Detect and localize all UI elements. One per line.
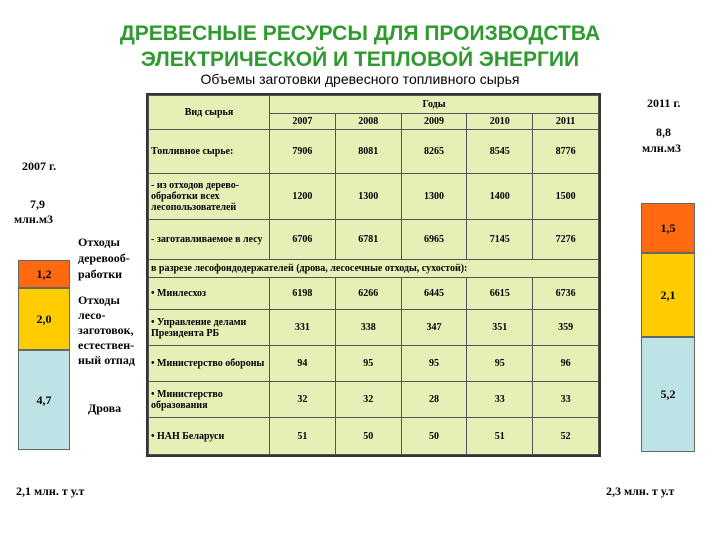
- year-cell: 2007: [270, 114, 336, 130]
- cell: 52: [533, 418, 599, 455]
- cell: 6615: [467, 278, 533, 310]
- fuel-raw-material-table: [148, 95, 599, 455]
- cell: 6736: [533, 278, 599, 310]
- cell: 94: [270, 346, 336, 382]
- legend-2-line-3: заготовок,: [78, 323, 134, 337]
- row-label: Топливное сырье:: [149, 130, 270, 174]
- cell: 1200: [270, 174, 336, 220]
- row-label: • Министерство образования: [149, 382, 270, 418]
- year-cell: 2010: [467, 114, 533, 130]
- table-row: [149, 418, 599, 455]
- cell: 1300: [335, 174, 401, 220]
- cell: 6445: [401, 278, 467, 310]
- cell: 6266: [335, 278, 401, 310]
- legend-2-line-1: Отходы: [78, 293, 120, 307]
- cell: 1300: [401, 174, 467, 220]
- left-bottom-total: 2,1 млн. т у.т: [16, 484, 85, 498]
- cell: 338: [335, 310, 401, 346]
- cell: 8081: [335, 130, 401, 174]
- right-year: 2011 г.: [647, 96, 681, 110]
- left-year: 2007 г.: [22, 159, 57, 173]
- row-label: • Министерство обороны: [149, 346, 270, 382]
- header-years: Годы: [270, 96, 599, 114]
- legend-1-line-3: работки: [78, 267, 123, 281]
- cell: 8545: [467, 130, 533, 174]
- cell: 33: [467, 382, 533, 418]
- cell: 6781: [335, 220, 401, 260]
- cell: 7276: [533, 220, 599, 260]
- legend-2-line-2: лесо-: [78, 308, 106, 322]
- left-total-value: 7,9: [30, 197, 45, 211]
- section-label: в разрезе лесофондодержателей (дрова, лесосечные отходы, сухостой):: [149, 260, 599, 278]
- cell: 32: [335, 382, 401, 418]
- title-line-1: ДРЕВЕСНЫЕ РЕСУРСЫ ДЛЯ ПРОИЗВОДСТВА: [119, 22, 601, 45]
- cell: 7145: [467, 220, 533, 260]
- title-line-2: ЭЛЕКТРИЧЕСКОЙ И ТЕПЛОВОЙ ЭНЕРГИИ: [140, 48, 580, 71]
- right-bar-segment-wood-processing: 1,5: [641, 203, 695, 253]
- legend-firewood: Дрова: [88, 401, 122, 415]
- table-row: [149, 220, 599, 260]
- cell: 50: [335, 418, 401, 455]
- table-row: [149, 310, 599, 346]
- legend-wood-processing-waste: [78, 234, 130, 282]
- cell: 351: [467, 310, 533, 346]
- cell: 8265: [401, 130, 467, 174]
- row-label: • НАН Беларуси: [149, 418, 270, 455]
- right-bottom-total: 2,3 млн. т у.т: [606, 484, 675, 498]
- legend-1-line-1: Отходы: [78, 235, 120, 249]
- row-label: - заготавливаемое в лесу: [149, 220, 270, 260]
- cell: 51: [270, 418, 336, 455]
- left-total-unit: млн.м3: [14, 212, 53, 226]
- table-row: [149, 346, 599, 382]
- legend-2-line-4: естествен-: [78, 338, 135, 352]
- cell: 28: [401, 382, 467, 418]
- year-cell: 2009: [401, 114, 467, 130]
- cell: 6198: [270, 278, 336, 310]
- legend-2-line-5: ный отпад: [78, 353, 135, 367]
- table-row: [149, 382, 599, 418]
- cell: 95: [335, 346, 401, 382]
- left-bar-segment-firewood: 4,7: [18, 350, 70, 450]
- cell: 33: [533, 382, 599, 418]
- right-total-unit: млн.м3: [642, 141, 681, 155]
- row-label: • Управление делами Президента РБ: [149, 310, 270, 346]
- cell: 95: [401, 346, 467, 382]
- cell: 1400: [467, 174, 533, 220]
- table-section-row: [149, 260, 599, 278]
- row-label: - из отходов дерево-обработки всех лесопользователей: [149, 174, 270, 220]
- legend-logging-waste: [78, 293, 135, 368]
- right-total-value: 8,8: [656, 125, 671, 139]
- cell: 7906: [270, 130, 336, 174]
- cell: 95: [467, 346, 533, 382]
- cell: 1500: [533, 174, 599, 220]
- cell: 6965: [401, 220, 467, 260]
- header-type: Вид сырья: [149, 96, 270, 130]
- cell: 8776: [533, 130, 599, 174]
- cell: 359: [533, 310, 599, 346]
- subtitle: Объемы заготовки древесного топливного сырья: [200, 71, 520, 87]
- cell: 32: [270, 382, 336, 418]
- right-bar-segment-logging-waste: 2,1: [641, 253, 695, 337]
- cell: 347: [401, 310, 467, 346]
- left-bar-segment-logging-waste: 2,0: [18, 288, 70, 350]
- legend-1-line-2: деревооб-: [78, 251, 130, 265]
- left-bar-segment-wood-processing: 1,2: [18, 260, 70, 288]
- right-bar-segment-firewood: 5,2: [641, 337, 695, 452]
- cell: 96: [533, 346, 599, 382]
- table-row: [149, 174, 599, 220]
- year-cell: 2011: [533, 114, 599, 130]
- year-cell: 2008: [335, 114, 401, 130]
- cell: 331: [270, 310, 336, 346]
- table-row: [149, 130, 599, 174]
- cell: 50: [401, 418, 467, 455]
- table-header-row: [149, 96, 599, 114]
- table-row: [149, 278, 599, 310]
- cell: 51: [467, 418, 533, 455]
- row-label: • Минлесхоз: [149, 278, 270, 310]
- cell: 6706: [270, 220, 336, 260]
